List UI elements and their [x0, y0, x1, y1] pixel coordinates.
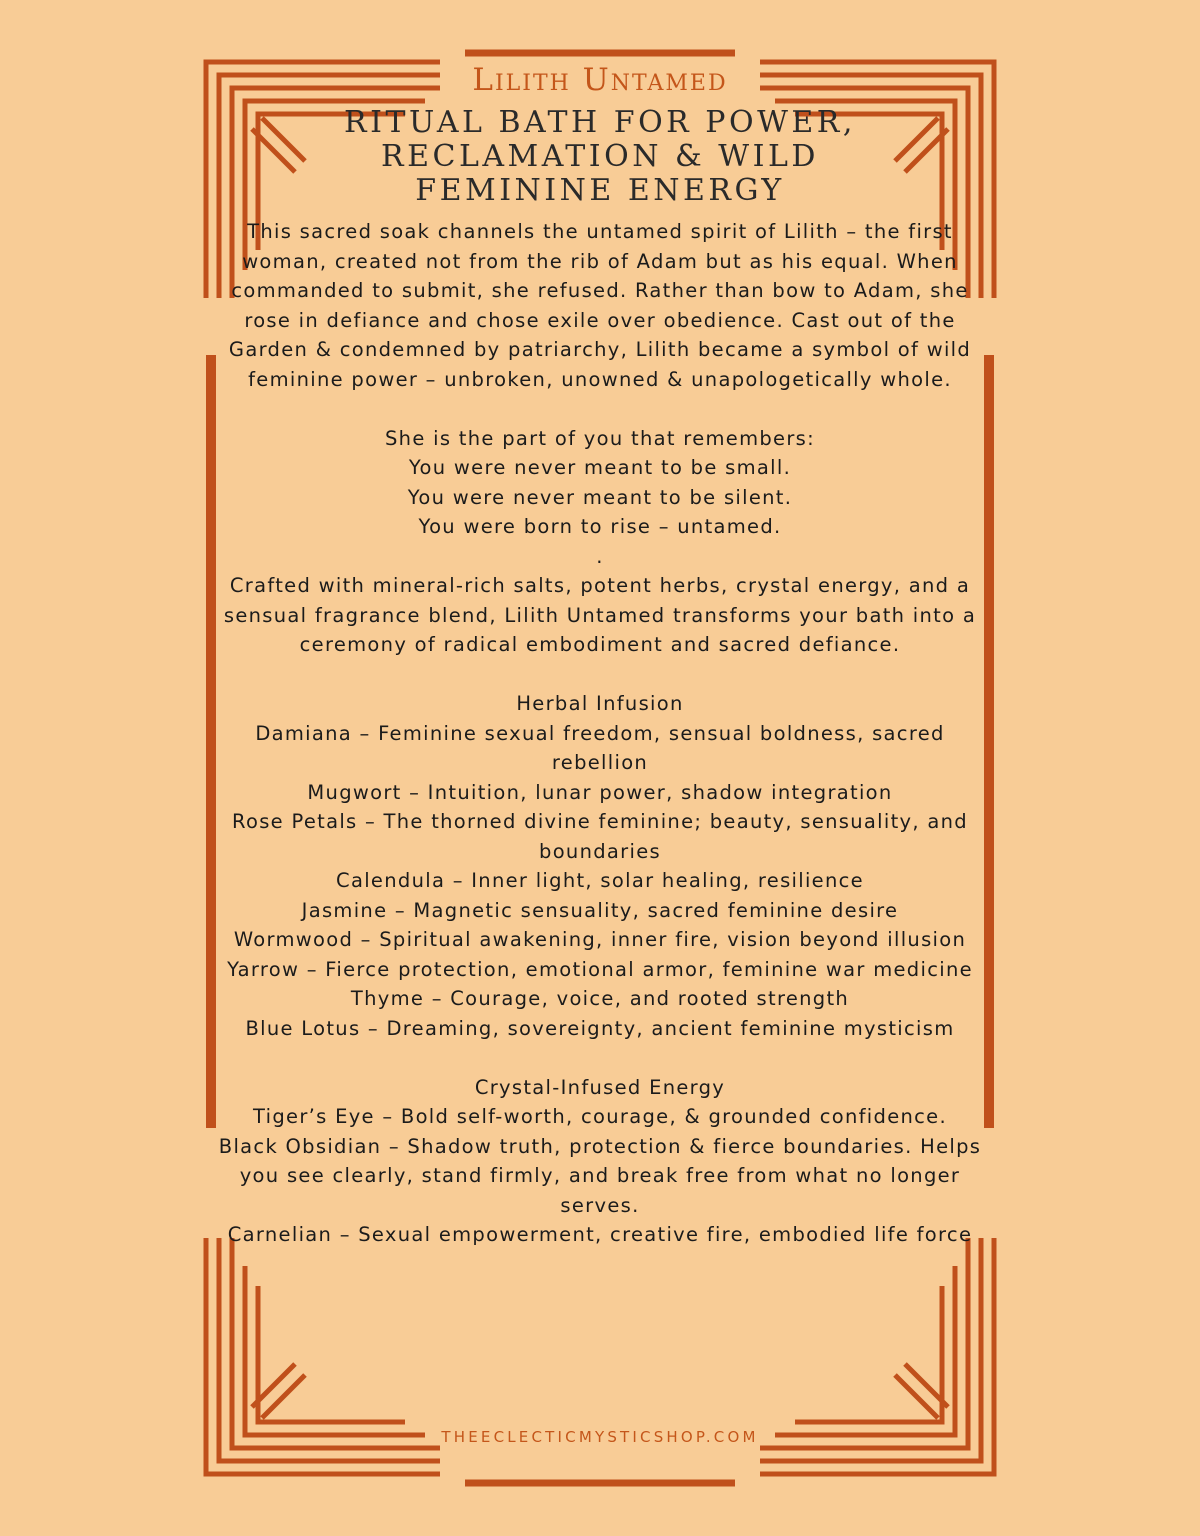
website-link[interactable]: THEECLECTICMYSTICSHOP.COM: [441, 1428, 759, 1446]
crafted-paragraph: Crafted with mineral-rich salts, potent herbs, crystal energy, and a sensual fragrance blend, Lilith Untamed transforms your bath into a ceremony of radical embodiment and sacred defiance.: [223, 574, 977, 656]
crystal-item: Black Obsidian – Shadow truth, protection & fierce boundaries. Helps you see clearly, stand firmly, and break free from what no longer serves.: [218, 1134, 982, 1217]
herb-item: Thyme – Courage, voice, and rooted strength: [350, 987, 850, 1010]
herb-item: Yarrow – Fierce protection, emotional armor, feminine war medicine: [227, 957, 973, 981]
page-title: [0, 106, 1200, 208]
title-line: RECLAMATION & WILD: [381, 139, 819, 174]
title-line: FEMININE ENERGY: [415, 173, 785, 208]
remember-line: You were born to rise – untamed.: [418, 515, 782, 538]
crystal-heading: Crystal-Infused Energy: [474, 1075, 726, 1099]
remember-line: You were never meant to be silent.: [407, 485, 793, 509]
herb-item: Jasmine – Magnetic sensuality, sacred feminine desire: [301, 898, 899, 922]
remember-line: You were never meant to be small.: [408, 456, 792, 479]
herb-item: Mugwort – Intuition, lunar power, shadow integration: [307, 780, 893, 804]
herb-item: Rose Petals – The thorned divine feminine; beauty, sensuality, and boundaries: [232, 810, 968, 863]
intro-paragraph: This sacred soak channels the untamed spirit of Lilith – the first woman, created not from the rib of Adam but as his equal. When commanded to submit, she refused. Rather than bow to Adam, she rose in defiance and chose exile over obedience. Cast out of the Garden & condemned by patriarchy, Lilith became a symbol of wild feminine power – unbroken, unowned & unapologetically whole.: [228, 220, 972, 391]
herb-item: Damiana – Feminine sexual freedom, sensual boldness, sacred rebellion: [255, 721, 945, 774]
herb-item: Wormwood – Spiritual awakening, inner fire, vision beyond illusion: [233, 928, 967, 951]
crystal-item: Carnelian – Sexual empowerment, creative fire, embodied life force: [227, 1223, 973, 1246]
title-line: RITUAL BATH FOR POWER,: [344, 105, 856, 140]
remember-lead: She is the part of you that remembers:: [384, 426, 815, 450]
brand-name: Lilith Untamed: [472, 62, 728, 98]
separator-dot: .: [596, 544, 604, 568]
herb-item: Blue Lotus – Dreaming, sovereignty, ancient feminine mysticism: [245, 1016, 955, 1040]
main-content: [210, 217, 990, 1250]
herb-item: Calendula – Inner light, solar healing, resilience: [336, 869, 864, 892]
crystal-item: Tiger’s Eye – Bold self-worth, courage, & grounded confidence.: [253, 1105, 947, 1128]
herbal-heading: Herbal Infusion: [516, 692, 684, 715]
